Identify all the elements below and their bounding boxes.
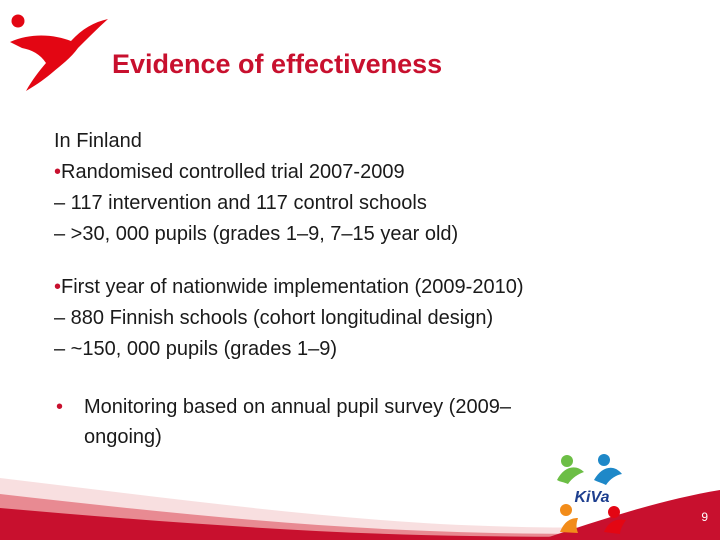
trial-text: Randomised controlled trial 2007-2009 [61, 161, 405, 183]
intro-line: In Finland [54, 130, 142, 152]
implementation-sub-pupils: – ~150, 000 pupils (grades 1–9) [54, 338, 337, 360]
implementation-sub-schools: – 880 Finnish schools (cohort longitudinal design) [54, 307, 494, 329]
implementation-bullet [54, 272, 674, 303]
bullet-dot: • [56, 396, 64, 418]
page-number: 9 [701, 510, 708, 524]
monitoring-line-2: ongoing) [84, 426, 162, 448]
bullet-dot: • [54, 276, 62, 298]
trial-bullet [54, 157, 674, 188]
implementation-text: First year of nationwide implementation (2009-2010) [61, 276, 524, 298]
trial-sub-pupils: – >30, 000 pupils (grades 1–9, 7–15 year old) [54, 223, 459, 245]
kiva-logo-text: KiVa [574, 489, 610, 506]
monitoring-line-1: Monitoring based on annual pupil survey (2009– [84, 396, 511, 418]
slide-title: Evidence of effectiveness [112, 49, 443, 79]
slide-body [54, 126, 674, 452]
running-figure-logo-icon [8, 8, 108, 92]
trial-sub-schools: – 117 intervention and 117 control schools [54, 192, 427, 214]
kiva-logo-icon [554, 452, 630, 534]
bullet-dot: • [54, 161, 62, 183]
